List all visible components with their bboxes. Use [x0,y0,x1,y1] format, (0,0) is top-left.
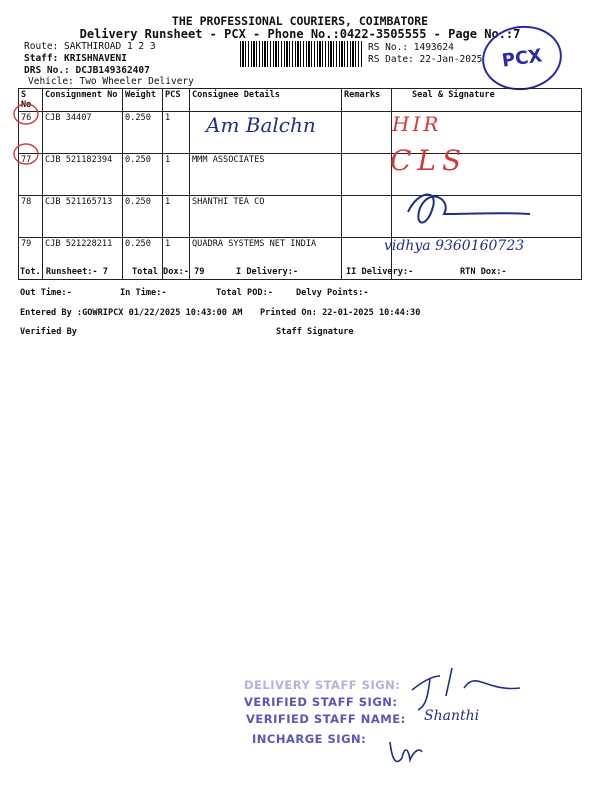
tot-runsheet: Tot. Runsheet:- 7 [20,267,108,277]
col-consignee: Consignee Details [190,89,342,112]
printed-on: Printed On: 22-01-2025 10:44:30 [260,308,421,318]
row-sno: 79 [19,238,43,280]
runsheet-subtitle: Delivery Runsheet - PCX - Phone No.:0422-3505555 - Page No.:7 [79,27,521,41]
seal-row-79: vidhya 9360160723 [384,238,525,254]
handwriting-row-76: Am Balchn [206,113,316,137]
row-weight: 0.250 [123,112,163,154]
staff-name-handwriting: Shanthi [424,708,480,724]
route: Route: SAKTHIROAD 1 2 3 [24,41,156,52]
rtn-dox: RTN Dox:- [460,267,507,277]
delvy-points: Delvy Points:- [296,288,369,298]
ii-delivery: II Delivery:- [346,267,414,277]
row-weight: 0.250 [123,196,163,238]
col-remarks: Remarks [342,89,392,112]
rs-date: RS Date: 22-Jan-2025 [368,54,483,65]
row-consignee: MMM ASSOCIATES [190,154,342,196]
row-sno: 78 [19,196,43,238]
vehicle: Vehicle: Two Wheeler Delivery [28,76,194,87]
row-consignment: CJB 521165713 [43,196,123,238]
col-seal: Seal & Signature [392,89,582,112]
row-weight: 0.250 [123,238,163,280]
row-pcs: 1 [163,196,190,238]
delivery-staff-sign-label: DELIVERY STAFF SIGN: [244,678,401,692]
entered-by: Entered By :GOWRIPCX 01/22/2025 10:43:00 AM [20,308,243,318]
circle-mark-77 [14,144,38,164]
verified-staff-name-label: VERIFIED STAFF NAME: [246,712,406,726]
in-time: In Time:- [120,288,167,298]
i-delivery: I Delivery:- [236,267,299,277]
staff-signature: Staff Signature [276,327,354,337]
row-sno: 77 [19,154,43,196]
pcx-stamp: PCX [478,21,566,96]
row-consignment: CJB 34407 [43,112,123,154]
row-consignment: CJB 521228211 [43,238,123,280]
signature-scribble [408,194,530,222]
staff: Staff: KRISHNAVENI [24,53,127,64]
total-pod: Total POD:- [216,288,273,298]
incharge-sign-label: INCHARGE SIGN: [252,732,367,746]
row-pcs: 1 [163,238,190,280]
row-consignment: CJB 521182394 [43,154,123,196]
verified-by: Verified By [20,327,77,337]
row-pcs: 1 [163,154,190,196]
seal-row-76: HIR [392,112,442,136]
drs-number: DRS No.: DCJB149362407 [24,65,150,76]
row-sno: 76 [19,112,43,154]
verified-staff-sign-label: VERIFIED STAFF SIGN: [244,695,398,709]
total-dox: Total Dox:- 79 [132,267,205,277]
row-weight: 0.250 [123,154,163,196]
seal-row-77: CLS [390,144,468,177]
row-consignee: QUADRA SYSTEMS NET INDIA [190,238,342,280]
col-weight: Weight [123,89,163,112]
col-consignment: Consignment No [43,89,123,112]
col-pcs: PCS [163,89,190,112]
out-time: Out Time:- [20,288,72,298]
incharge-sign-scribble [390,742,422,761]
company-title: THE PROFESSIONAL COURIERS, COIMBATORE [171,14,429,28]
rs-number: RS No.: 1493624 [368,42,454,53]
row-pcs: 1 [163,112,190,154]
row-consignee: SHANTHI TEA CO [190,196,342,238]
col-sno: S No [19,89,43,112]
circle-mark-76 [14,104,38,124]
staff-sign-scribble [412,668,520,710]
